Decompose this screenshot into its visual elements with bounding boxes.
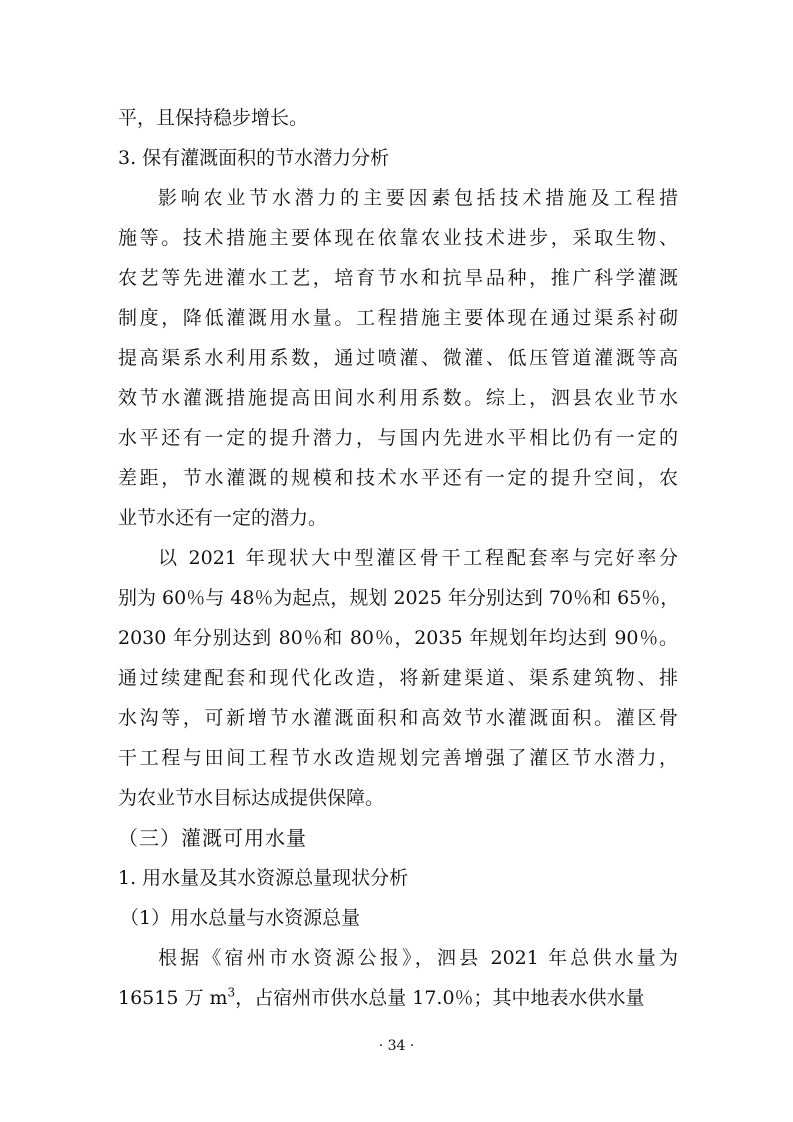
text-line: 效节水灌溉措施提高田间水利用系数。综上，泗县农业节水 xyxy=(118,387,678,409)
text-lines xyxy=(118,98,678,978)
superscript: 3 xyxy=(227,985,236,1000)
text-line: 以 2021 年现状大中型灌区骨干工程配套率与完好率分 xyxy=(158,547,678,569)
text-line: 水沟等，可新增节水灌溉面积和高效节水灌溉面积。灌区骨 xyxy=(118,707,678,729)
page-content xyxy=(118,98,678,1018)
text-line: 水平还有一定的提升潜力，与国内先进水平相比仍有一定的 xyxy=(118,427,678,449)
text-line: 差距，节水灌溉的规模和技术水平还有一定的提升空间，农 xyxy=(118,467,678,489)
text-line: （1）用水总量与水资源总量 xyxy=(120,907,361,929)
text-line: 通过续建配套和现代化改造，将新建渠道、渠系建筑物、排 xyxy=(118,667,678,689)
line-part-before: 16515 万 m xyxy=(118,987,228,1009)
text-line: 干工程与田间工程节水改造规划完善增强了灌区节水潜力， xyxy=(118,747,678,769)
text-line: 3. 保有灌溉面积的节水潜力分析 xyxy=(118,147,390,169)
text-line: 平，且保持稳步增长。 xyxy=(118,107,309,129)
line-part-after: ，占宿州市供水总量 17.0％；其中地表水供水量 xyxy=(235,987,645,1009)
text-line: 2030 年分别达到 80％和 80％，2035 年规划年均达到 90％。 xyxy=(118,627,678,649)
text-line: 提高渠系水利用系数，通过喷灌、微灌、低压管道灌溉等高 xyxy=(118,347,678,369)
page-number: · 34 · xyxy=(378,1038,415,1054)
text-line: 制度，降低灌溉用水量。工程措施主要体现在通过渠系衬砌 xyxy=(118,307,678,329)
text-line: 为农业节水目标达成提供保障。 xyxy=(118,787,385,809)
text-line: 农艺等先进灌水工艺，培育节水和抗旱品种，推广科学灌溉 xyxy=(118,267,678,289)
text-line-with-superscript xyxy=(118,978,678,1018)
text-line: （三）灌溉可用水量 xyxy=(118,826,307,850)
text-line: 业节水还有一定的潜力。 xyxy=(118,507,328,529)
text-line: 施等。技术措施主要体现在依靠农业技术进步，采取生物、 xyxy=(118,227,678,249)
text-line: 1. 用水量及其水资源总量现状分析 xyxy=(118,867,409,889)
text-line: 影响农业节水潜力的主要因素包括技术措施及工程措 xyxy=(158,187,678,209)
text-line: 别为 60％与 48％为起点，规划 2025 年分别达到 70％和 65％， xyxy=(118,587,680,609)
text-line: 根据《宿州市水资源公报》，泗县 2021 年总供水量为 xyxy=(158,947,678,969)
